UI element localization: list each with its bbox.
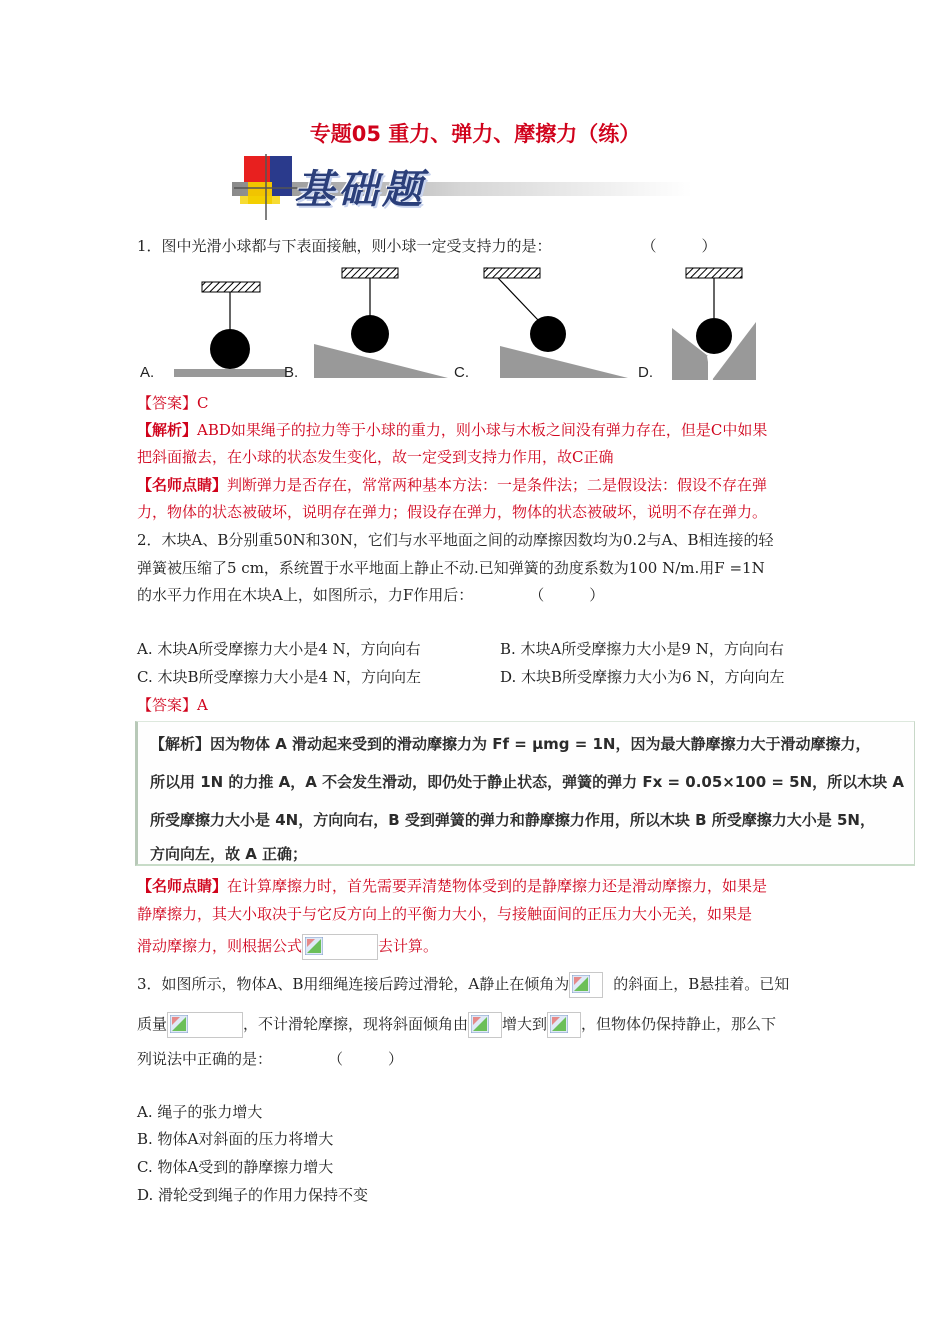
q3-bracket: （ ） bbox=[328, 1050, 404, 1068]
q1-bracket: （ ） bbox=[641, 237, 717, 255]
q3-stem-text2a: 质量 bbox=[137, 1015, 168, 1033]
q1-label-d: D. bbox=[638, 364, 653, 381]
q1-analysis-line2: 把斜面撤去，在小球的状态发生变化，故一定受到支持力作用，故C正确 bbox=[137, 448, 614, 466]
q1-analysis-text1: ABD如果绳子的拉力等于小球的重力，则小球与木板之间没有弹力存在，但是C中如果 bbox=[197, 421, 768, 439]
q2-option-a: A. 木块A所受摩擦力大小是4 N，方向向右 bbox=[137, 640, 421, 658]
q2-expl-line4: 方向向左，故 A 正确； bbox=[150, 845, 308, 863]
q1-figure bbox=[138, 264, 768, 388]
q2-stem-line2: 弹簧被压缩了5 cm，系统置于水平地面上静止不动.已知弹簧的劲度系数为100 N/m.用F =1N bbox=[137, 559, 765, 577]
q2-expl-line1: 【解析】因为物体 A 滑动起来受到的滑动摩擦力为 Ff = μmg = 1N，因为最大静摩擦力大于滑动摩擦力， bbox=[150, 735, 871, 753]
q2-stem-line1: 2．木块A、B分别重50N和30N，它们与水平地面之间的动摩擦因数均为0.2与A、B相连接的轻 bbox=[137, 531, 774, 549]
formula-image-icon bbox=[302, 934, 378, 960]
q2-option-d: D. 木块B所受摩擦力大小为6 N，方向向左 bbox=[500, 668, 785, 686]
q1-tip-line1 bbox=[137, 471, 827, 499]
q3-stem-text1a: 3．如图所示，物体A、B用细绳连接后跨过滑轮，A静止在倾角为 bbox=[137, 975, 570, 993]
q3-option-d: D. 滑轮受到绳子的作用力保持不变 bbox=[137, 1186, 369, 1204]
q2-answer bbox=[137, 691, 827, 719]
section-banner bbox=[232, 154, 692, 224]
q2-stem-text3: 的水平力作用在木块A上，如图所示，力F作用后： bbox=[137, 586, 474, 604]
q2-option-c: C. 木块B所受摩擦力大小是4 N，方向向左 bbox=[137, 668, 421, 686]
q1-answer-tag: 【答案】 bbox=[137, 394, 198, 412]
q2-tip-line1 bbox=[137, 872, 827, 900]
q3-option-b: B. 物体A对斜面的压力将增大 bbox=[137, 1130, 334, 1148]
q3-stem-line1 bbox=[137, 970, 827, 998]
q1-label-a: A. bbox=[140, 364, 155, 381]
q2-bracket: （ ） bbox=[529, 586, 605, 604]
q2-tip-text3a: 滑动摩擦力，则根据公式 bbox=[137, 937, 303, 955]
q1-stem bbox=[137, 232, 827, 260]
q1-answer-value: C bbox=[197, 394, 209, 412]
q1-stem-text: 1．图中光滑小球都与下表面接触，则小球一定受支持力的是： bbox=[137, 237, 552, 255]
page-title: 专题05 重力、弹力、摩擦力（练） bbox=[309, 122, 641, 146]
q1-tip-text1: 判断弹力是否存在，常常两种基本方法：一是条件法；二是假设法：假设不存在弹 bbox=[227, 476, 768, 494]
q1-label-c: C. bbox=[454, 364, 469, 381]
q2-tip-text3b: 去计算。 bbox=[378, 937, 439, 955]
q2-stem-line3 bbox=[137, 581, 827, 609]
q2-explanation-image bbox=[135, 721, 915, 866]
banner-title: 基础题 bbox=[294, 166, 426, 213]
q3-stem-line3 bbox=[137, 1045, 827, 1073]
q1-answer bbox=[137, 389, 827, 417]
angle-image-icon bbox=[569, 972, 603, 998]
mass-image-icon bbox=[167, 1012, 243, 1038]
q3-stem-text2d: ，但物体仍保持静止，那么下 bbox=[581, 1015, 777, 1033]
q3-option-a: A. 绳子的张力增大 bbox=[137, 1103, 263, 1121]
q1-label-b: B. bbox=[284, 364, 299, 381]
angle-to-image-icon bbox=[547, 1012, 581, 1038]
q3-stem-line2 bbox=[137, 1010, 827, 1038]
q2-option-b: B. 木块A所受摩擦力大小是9 N，方向向右 bbox=[500, 640, 784, 658]
angle-from-image-icon bbox=[468, 1012, 502, 1038]
q3-option-c: C. 物体A受到的静摩擦力增大 bbox=[137, 1158, 334, 1176]
q2-answer-value: A bbox=[197, 696, 208, 714]
q1-analysis-tag: 【解析】 bbox=[137, 421, 198, 439]
q1-tip-line2: 力，物体的状态被破坏，说明存在弹力；假设存在弹力，物体的状态被破坏，说明不存在弹力。 bbox=[137, 503, 768, 521]
q2-tip-tag: 【名师点睛】 bbox=[137, 877, 228, 895]
q2-tip-line2: 静摩擦力，其大小取决于与它反方向上的平衡力大小，与接触面间的正压力大小无关，如果是 bbox=[137, 905, 753, 923]
q3-stem-text2c: 增大到 bbox=[502, 1015, 548, 1033]
q3-stem-text1b: 的斜面上，B悬挂着。已知 bbox=[613, 975, 790, 993]
q2-tip-text1: 在计算摩擦力时，首先需要弄清楚物体受到的是静摩擦力还是滑动摩擦力，如果是 bbox=[227, 877, 768, 895]
q3-stem-text3: 列说法中正确的是： bbox=[137, 1050, 273, 1068]
q1-diagram bbox=[138, 264, 768, 388]
q2-tip-line3 bbox=[137, 932, 827, 960]
q1-analysis-line1 bbox=[137, 416, 827, 444]
q3-stem-text2b: ，不计滑轮摩擦，现将斜面倾角由 bbox=[243, 1015, 469, 1033]
q2-expl-line3: 所受摩擦力大小是 4N，方向向右，B 受到弹簧的弹力和静摩擦力作用，所以木块 B 所受摩擦力大小是 5N， bbox=[150, 811, 875, 829]
q2-answer-tag: 【答案】 bbox=[137, 696, 198, 714]
q2-expl-line2: 所以用 1N 的力推 A，A 不会发生滑动，即仍处于静止状态，弹簧的弹力 Fx = 0.05×100 = 5N，所以木块 A bbox=[150, 773, 904, 791]
q1-tip-tag: 【名师点睛】 bbox=[137, 476, 228, 494]
